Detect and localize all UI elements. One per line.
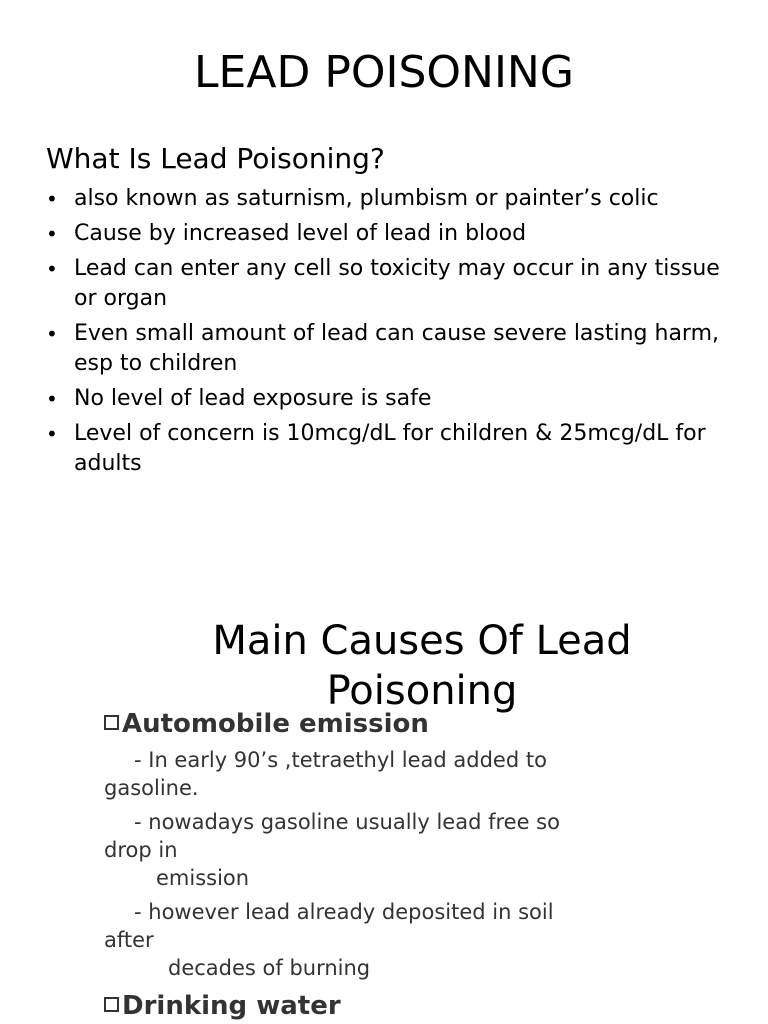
bullet-text: No level of lead exposure is safe xyxy=(74,386,432,411)
bullet-icon: • xyxy=(46,322,58,346)
bullet-text: Even small amount of lead can cause severe lasting harm, esp to children xyxy=(74,321,720,376)
list-item xyxy=(46,384,736,414)
bullet-icon: • xyxy=(46,187,58,211)
list-item xyxy=(46,254,736,314)
cause-detail-continuation: emission xyxy=(156,866,250,890)
list-item xyxy=(46,319,736,379)
definition-bullet-list xyxy=(46,184,736,484)
section-subheading: What Is Lead Poisoning? xyxy=(46,142,385,175)
list-item xyxy=(46,419,736,479)
cause-heading-automobile xyxy=(104,706,644,742)
bullet-icon: • xyxy=(46,422,58,446)
causes-list xyxy=(104,706,644,1024)
bullet-text: Lead can enter any cell so toxicity may occur in any tissue or organ xyxy=(74,256,720,311)
cause-detail-text: - nowadays gasoline usually lead free so xyxy=(134,810,560,834)
cause-detail-text: - In early 90’s ,tetraethyl lead added to xyxy=(134,748,547,772)
bullet-text: Cause by increased level of lead in blood xyxy=(74,221,527,246)
cause-detail-line xyxy=(104,898,644,982)
bullet-text: Level of concern is 10mcg/dL for children & 25mcg/dL for adults xyxy=(74,421,706,476)
cause-detail-text: - however lead already deposited in soil xyxy=(134,900,554,924)
list-item xyxy=(46,219,736,249)
cause-detail-continuation: decades of burning xyxy=(168,956,371,980)
cause-detail-line xyxy=(104,746,644,802)
list-item xyxy=(46,184,736,214)
bullet-icon: • xyxy=(46,387,58,411)
causes-section-title: Main Causes Of Lead Poisoning xyxy=(212,618,632,714)
checkbox-bullet-icon xyxy=(104,997,119,1012)
bullet-icon: • xyxy=(46,257,58,281)
cause-detail-continuation: after xyxy=(104,928,154,952)
cause-detail-continuation: drop in xyxy=(104,838,178,862)
slide-title: LEAD POISONING xyxy=(194,47,574,98)
cause-heading-text: Automobile emission xyxy=(122,709,429,739)
checkbox-bullet-icon xyxy=(104,715,119,730)
cause-detail-line xyxy=(104,808,644,892)
bullet-icon: • xyxy=(46,222,58,246)
cause-detail-continuation: gasoline. xyxy=(104,776,199,800)
cause-heading-drinking-water xyxy=(104,988,644,1024)
bullet-text: also known as saturnism, plumbism or painter’s colic xyxy=(74,186,659,211)
cause-heading-text: Drinking water xyxy=(122,991,341,1021)
